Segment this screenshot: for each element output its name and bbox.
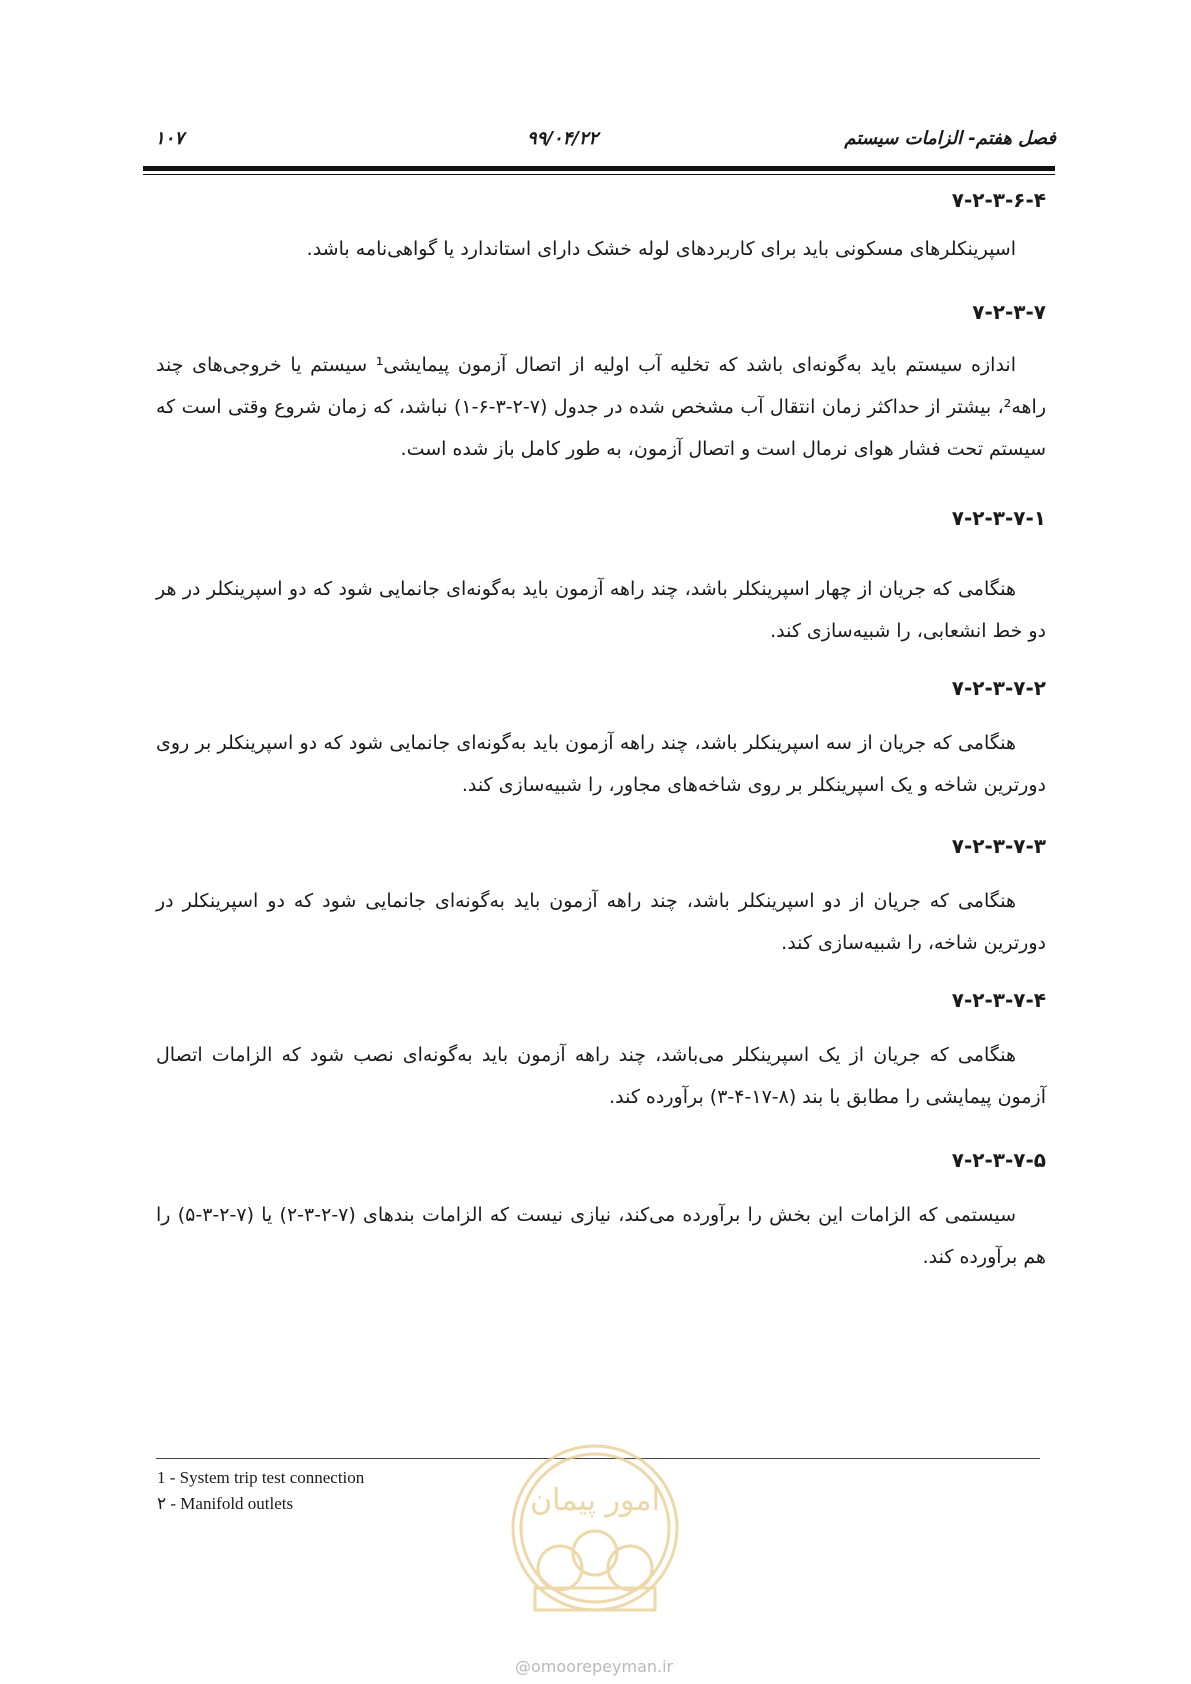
section bbox=[156, 676, 1046, 806]
section-text: اندازه سیستم باید به‌گونه‌ای باشد که تخلیه آب اولیه از اتصال آزمون پیمایشی¹ سیستم یا خروجی‌های چند راهه²، بیشتر از حداکثر زمان انتقال آب مشخص شده در جدول (۷-۲-۳-۶-۱) نباشد، که زمان شروع وقتی است که سیستم تحت فشار هوای نرمال است و اتصال آزمون، به طور کامل باز شده است. bbox=[156, 354, 1047, 460]
section-text: هنگامی که جریان از دو اسپرینکلر باشد، چند راهه آزمون باید به‌گونه‌ای جانمایی شود که دو اسپرینکلر در دورترین شاخه، را شبیه‌سازی کند. bbox=[156, 890, 1046, 954]
section bbox=[156, 300, 1046, 470]
watermark-site: @omoorepeyman.ir bbox=[515, 1657, 674, 1676]
watermark-logo bbox=[505, 1438, 685, 1618]
footnote: 1 - System trip test connection bbox=[157, 1468, 365, 1487]
section-number: ۷-۲-۳-۷ bbox=[972, 300, 1046, 324]
section-text: هنگامی که جریان از چهار اسپرینکلر باشد، چند راهه آزمون باید به‌گونه‌ای جانمایی شود که دو اسپرینکلر در هر دو خط انشعابی، را شبیه‌سازی کند. bbox=[156, 578, 1046, 642]
section bbox=[156, 988, 1046, 1118]
page-date: ۹۹/۰۴/۲۲ bbox=[527, 128, 599, 149]
chapter-title: فصل هفتم- الزامات سیستم bbox=[844, 128, 1056, 149]
section-text: اسپرینکلرهای مسکونی باید برای کاربردهای لوله خشک دارای استاندارد یا گواهی‌نامه باشد. bbox=[306, 238, 1016, 260]
section-number: ۷-۲-۳-۷-۳ bbox=[951, 834, 1046, 858]
section bbox=[156, 834, 1046, 964]
section-text: هنگامی که جریان از سه اسپرینکلر باشد، چند راهه آزمون باید به‌گونه‌ای جانمایی شود که دو اسپرینکلر بر روی دورترین شاخه و یک اسپرینکلر بر روی شاخه‌های مجاور، را شبیه‌سازی کند. bbox=[156, 732, 1046, 796]
section-text: هنگامی که جریان از یک اسپرینکلر می‌باشد، چند راهه آزمون باید به‌گونه‌ای نصب شود که الزامات اتصال آزمون پیمایشی را مطابق با بند (۸-۱۷-۴-۳) برآورده کند. bbox=[156, 1044, 1046, 1108]
watermark-logo-text: امور پیمان bbox=[530, 1483, 660, 1518]
section bbox=[156, 506, 1046, 652]
section-number: ۷-۲-۳-۷-۲ bbox=[951, 676, 1046, 700]
section-text: سیستمی که الزامات این بخش را برآورده می‌کند، نیازی نیست که الزامات بندهای (۷-۲-۳-۲) یا (۷-۲-۳-۵) را هم برآورده کند. bbox=[156, 1204, 1046, 1268]
page-number: ۱۰۷ bbox=[155, 128, 185, 149]
header-rule bbox=[143, 166, 1055, 171]
section-number: ۷-۲-۳-۷-۴ bbox=[951, 988, 1046, 1012]
section-number: ۷-۲-۳-۷-۵ bbox=[951, 1148, 1046, 1172]
section-number: ۷-۲-۳-۷-۱ bbox=[951, 506, 1046, 530]
section bbox=[156, 1148, 1046, 1278]
section bbox=[156, 188, 1046, 270]
footnote: ۲ - Manifold outlets bbox=[157, 1494, 294, 1513]
header-rule-thin bbox=[143, 174, 1055, 175]
section-number: ۷-۲-۳-۶-۴ bbox=[951, 188, 1046, 212]
